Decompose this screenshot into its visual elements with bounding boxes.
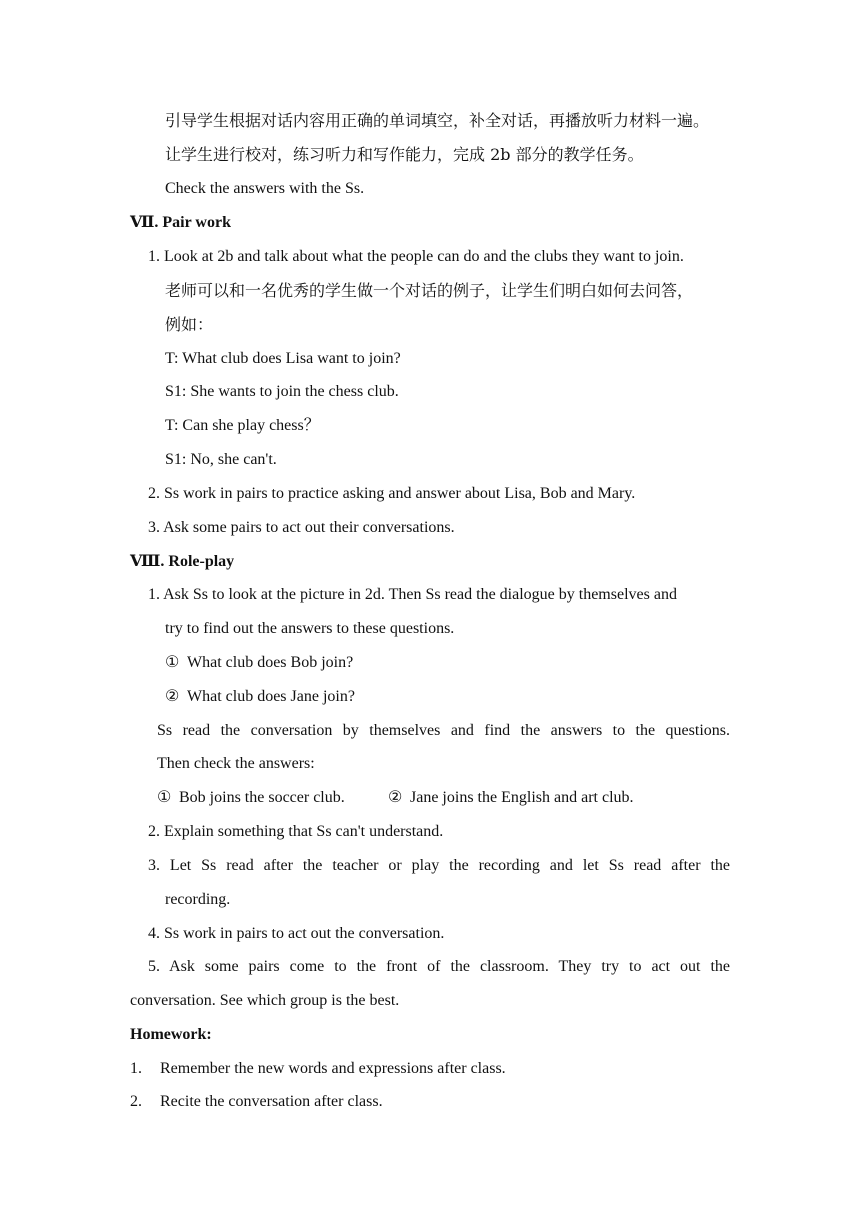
dialogue-line: S1: She wants to join the chess club. [165, 383, 399, 400]
body-text-line: 老师可以和一名优秀的学生做一个对话的例子，让学生们明白如何去问答， [165, 281, 694, 300]
question-text: What club does Bob join? [187, 654, 354, 671]
list-item: 1. Ask Ss to look at the picture in 2d. Then Ss read the dialogue by themselves and [148, 586, 677, 603]
question-item [165, 653, 353, 673]
answer-line [388, 788, 634, 808]
section-heading-role-play: Ⅷ. Role-play [130, 553, 235, 570]
homework-item [130, 1059, 506, 1079]
body-text-line: 引导学生根据对话内容用正确的单词填空，补全对话，再播放听力材料一遍。 [165, 111, 710, 130]
body-text-line: Ss read the conversation by themselves and find the answers to the questions. [157, 722, 730, 739]
body-text-line: conversation. See which group is the best. [130, 992, 400, 1009]
body-text-line: Then check the answers: [157, 755, 315, 772]
question-marker: ① [165, 654, 180, 671]
list-item: 3. Let Ss read after the teacher or play the recording and let Ss read after the [148, 857, 730, 874]
question-marker: ② [165, 688, 180, 705]
dialogue-line: T: What club does Lisa want to join? [165, 350, 401, 367]
homework-item-number: 1. [130, 1060, 142, 1077]
list-item: 1. Look at 2b and talk about what the people can do and the clubs they want to join. [148, 248, 684, 265]
list-item: 2. Ss work in pairs to practice asking and answer about Lisa, Bob and Mary. [148, 485, 636, 502]
homework-item-number: 2. [130, 1093, 142, 1110]
list-item: 5. Ask some pairs come to the front of the classroom. They try to act out the [148, 958, 730, 975]
body-text-line: Check the answers with the Ss. [165, 180, 365, 197]
section-heading-pair-work: Ⅶ. Pair work [130, 214, 231, 231]
question-item [165, 687, 355, 707]
homework-item-text: Remember the new words and expressions after class. [160, 1060, 506, 1077]
answer-text: Bob joins the soccer club. [179, 789, 345, 806]
body-text-line: 让学生进行校对，练习听力和写作能力，完成 2b 部分的教学任务。 [165, 145, 644, 164]
homework-item [130, 1092, 383, 1112]
body-text-line: 例如： [165, 315, 214, 334]
question-text: What club does Jane join? [187, 688, 355, 705]
list-item: 4. Ss work in pairs to act out the conversation. [148, 925, 445, 942]
body-text-line: recording. [165, 891, 231, 908]
section-heading-homework: Homework: [130, 1026, 212, 1043]
answer-line [157, 788, 345, 808]
list-item: 3. Ask some pairs to act out their conversations. [148, 519, 455, 536]
dialogue-line: S1: No, she can't. [165, 451, 277, 468]
dialogue-line: T: Can she play chess？ [165, 417, 320, 434]
body-text-line: try to find out the answers to these questions. [165, 620, 455, 637]
homework-item-text: Recite the conversation after class. [160, 1093, 383, 1110]
answer-marker: ① [157, 789, 172, 806]
answer-marker: ② [388, 789, 403, 806]
answer-text: Jane joins the English and art club. [410, 789, 634, 806]
list-item: 2. Explain something that Ss can't understand. [148, 823, 444, 840]
